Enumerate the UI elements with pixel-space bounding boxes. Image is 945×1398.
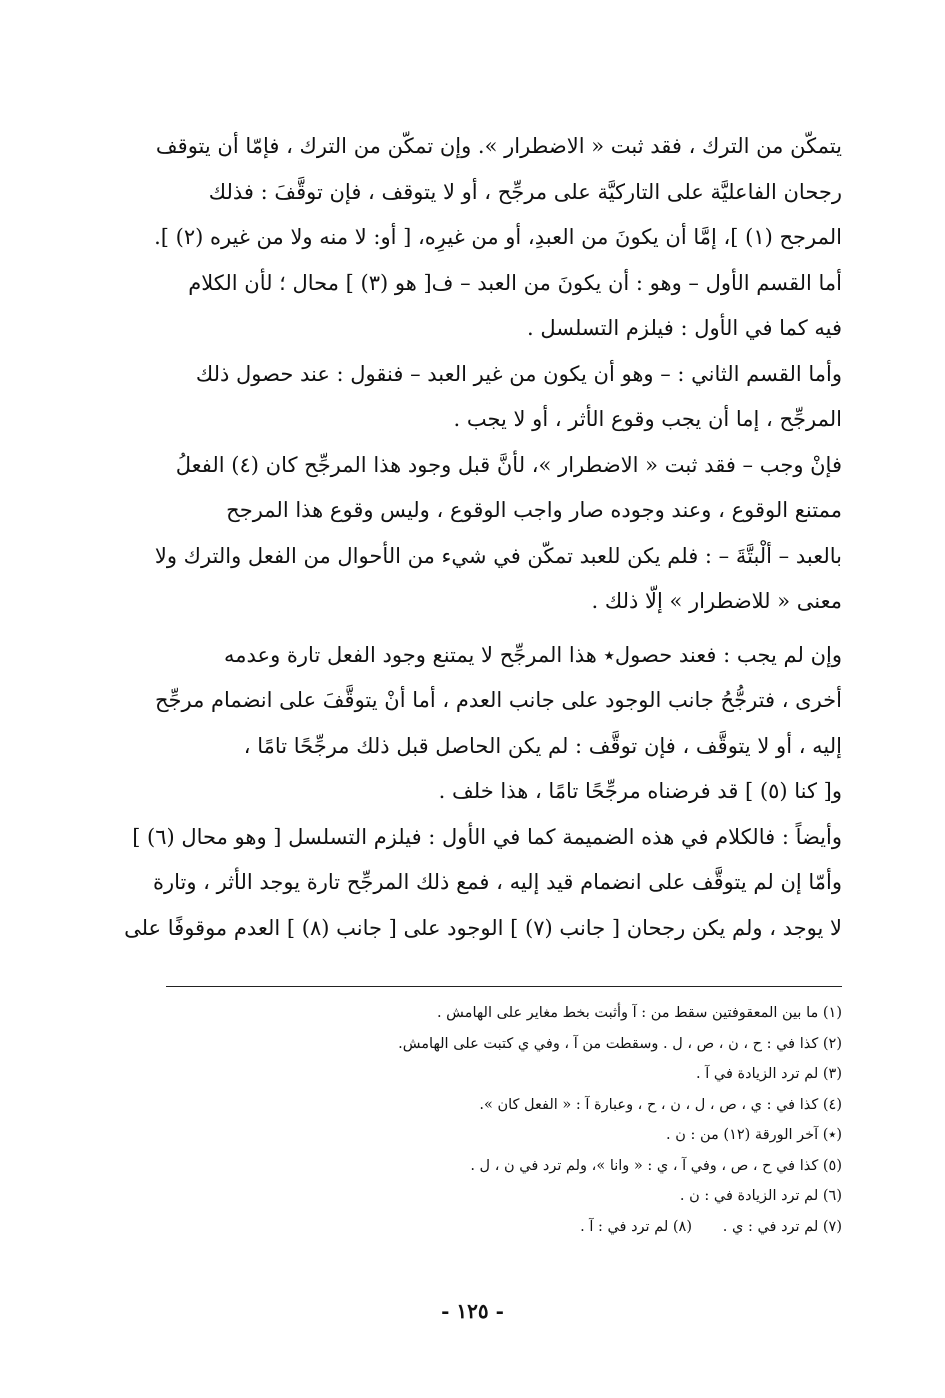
- text-line: المرجح (١) ]، إمَّا أن يكونَ من العبدِ، أو من غيرِه، [ أو: لا منه ولا من غيره (٢) ].: [154, 225, 842, 249]
- text-line: فإنْ وجب – فقد ثبت « الاضطرار »، لأنَّ قبل وجود هذا المرجِّح كان (٤) الفعلُ: [175, 452, 842, 477]
- footnote: (٤) كذا في : ي ، ص ، ل ، ن ، ح ، وعبارة آ : « الفعل كان ».: [479, 1096, 842, 1113]
- footnote: (٦) لم ترد الزيادة في : ن .: [679, 1188, 842, 1204]
- page-number: - ١٢٥ -: [441, 1299, 504, 1323]
- text-line: لا يوجد ، ولم يكن رجحان [ جانب (٧) ] الوجود على [ جانب (٨) ] العدم موقوفًا على: [124, 915, 842, 940]
- text-line: وأما القسم الثاني : – وهو أن يكون من غير العبد – فنقول : عند حصول ذلك: [195, 361, 842, 386]
- text-line: معنى « للاضطرار » إلّا ذلك .: [591, 589, 842, 613]
- text-line: فيه كما في الأول : فيلزم التسلسل .: [526, 316, 842, 340]
- text-line: إليه ، أو لا يتوقَّف ، فإن توقَّف : لم يكن الحاصل قبل ذلك مرجِّحًا تامًا ،: [243, 733, 842, 758]
- text-line: وأيضاً : فالكلام في هذه الضميمة كما في الأول : فيلزم التسلسل [ وهو محال (٦) ]: [132, 824, 842, 849]
- text-line: أما القسم الأول – وهو : أن يكونَ من العبد – ف[ هو (٣) ] محال ؛ لأن الكلام: [188, 270, 842, 295]
- text-line: وإن لم يجب : فعند حصول٭ هذا المرجِّح لا يمتنع وجود الفعل تارة وعدمه: [224, 642, 842, 667]
- text-line: ممتنع الوقوع ، وعند وجوده صار واجب الوقوع ، وليس وقوع هذا المرجح: [226, 498, 842, 522]
- text-line: المرجِّح ، إما أن يجب وقوع الأثر ، أو لا يجب .: [453, 407, 842, 431]
- text-line: أخرى ، فترجُّحُ جانب الوجود على جانب العدم ، أما أنْ يتوقَّفَ على انضمام مرجِّح: [154, 688, 842, 712]
- footnote-divider: [166, 986, 842, 987]
- footnote: (١) ما بين المعقوفتين سقط من : آ وأثبت بخط مغاير على الهامش .: [436, 1005, 842, 1021]
- text-line: بالعبد – ألْبتَّةَ – : فلم يكن للعبد تمكّن في شيء من الأحوال من الفعل والترك ولا: [154, 543, 842, 568]
- text-line: رجحان الفاعليَّة على التاركيَّة على مرجِّح ، أو لا يتوقف ، فإن توقَّفَ : فذلك: [208, 179, 842, 204]
- footnote: (٨) لم ترد في : آ .: [580, 1218, 692, 1235]
- footnote-row: [166, 1212, 842, 1243]
- footnote: (٭) آخر الورقة (١٢) من : ن .: [666, 1127, 842, 1143]
- footnote: (٥) كذا في ح ، ص ، وفي آ ، ي : « وانا »، ولم ترد في ن ، ل .: [470, 1157, 842, 1174]
- text-line: و[ كنا (٥) ] قد فرضناه مرجِّحًا تامًا ، هذا خلف .: [438, 779, 842, 803]
- footnote: (٣) لم ترد الزيادة في آ .: [696, 1066, 842, 1082]
- footnote: (٧) لم ترد في : ي .: [722, 1218, 842, 1235]
- footnote: (٢) كذا في : ح ، ن ، ص ، ل . وسقطت من آ ، وفي ي كتبت على الهامش.: [398, 1035, 842, 1052]
- footnotes: [166, 998, 842, 1242]
- main-text: [124, 124, 842, 951]
- text-line: يتمكّن من الترك ، فقد ثبت « الاضطرار ». وإن تمكّن من الترك ، فإمّا أن يتوقف: [155, 134, 842, 158]
- text-line: وأمّا إن لم يتوقَّف على انضمام قيد إليه ، فمع ذلك المرجِّح تارة يوجد الأثر ، وتارة: [152, 870, 842, 894]
